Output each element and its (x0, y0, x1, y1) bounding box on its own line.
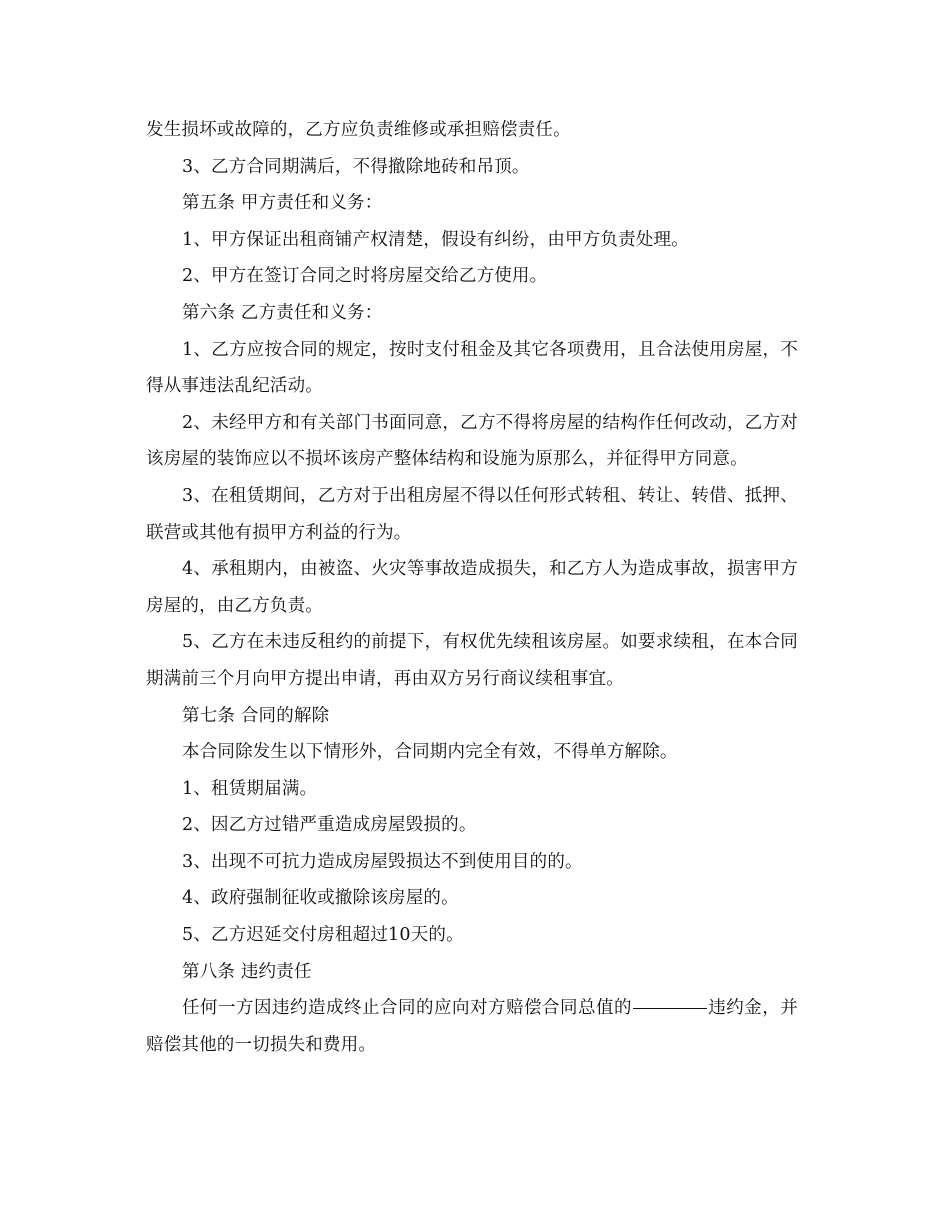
penalty-text-after: 违约金，并赔偿其他的一切损失和费用。 (146, 998, 798, 1055)
section-heading: 第八条 违约责任 (182, 961, 312, 982)
section-heading: 第五条 甲方责任和义务： (182, 193, 383, 214)
penalty-paragraph (146, 990, 798, 1063)
paragraph: 3、在租赁期间，乙方对于出租房屋不得以任何形式转租、转让、转借、抵押、联营或其他有损甲方利益的行为。 (146, 485, 798, 543)
contract-body (146, 112, 798, 1063)
paragraph: 本合同除发生以下情形外，合同期内完全有效，不得单方解除。 (182, 742, 678, 763)
penalty-text-before: 任何一方因违约造成终止合同的应向对方赔偿合同总值的 (182, 998, 632, 1019)
section-heading: 第六条 乙方责任和义务： (182, 302, 383, 323)
paragraph: 发生损坏或故障的，乙方应负责维修或承担赔偿责任。 (146, 120, 571, 140)
paragraph: 1、租赁期届满。 (182, 778, 318, 799)
fill-in-blank (633, 1007, 707, 1009)
paragraph: 2、未经甲方和有关部门书面同意，乙方不得将房屋的结构作任何改动，乙方对该房屋的装饰应以不损坏该房产整体结构和设施为原那么，并征得甲方同意。 (146, 412, 798, 470)
paragraph: 2、甲方在签订合同之时将房屋交给乙方使用。 (182, 266, 548, 287)
paragraph: 2、因乙方过错严重造成房屋毁损的。 (182, 815, 477, 836)
paragraph: 5、乙方迟延交付房租超过10天的。 (182, 925, 464, 946)
paragraph: 1、乙方应按合同的规定，按时支付租金及其它各项费用，且合法使用房屋，不得从事违法乱纪活动。 (146, 339, 798, 397)
paragraph: 4、承租期内，由被盗、火灾等事故造成损失，和乙方人为造成事故，损害甲方房屋的，由乙方负责。 (146, 559, 798, 616)
paragraph: 1、甲方保证出租商铺产权清楚，假设有纠纷，由甲方负责处理。 (182, 229, 689, 250)
paragraph: 4、政府强制征收或撤除该房屋的。 (182, 888, 459, 909)
paragraph: 3、出现不可抗力造成房屋毁损达不到使用目的的。 (182, 851, 583, 872)
section-heading: 第七条 合同的解除 (182, 705, 330, 726)
paragraph: 3、乙方合同期满后，不得撤除地砖和吊顶。 (182, 156, 530, 177)
paragraph: 5、乙方在未违反租约的前提下，有权优先续租该房屋。如要求续租，在本合同期满前三个月向甲方提出申请，再由双方另行商议续租事宜。 (146, 632, 798, 689)
